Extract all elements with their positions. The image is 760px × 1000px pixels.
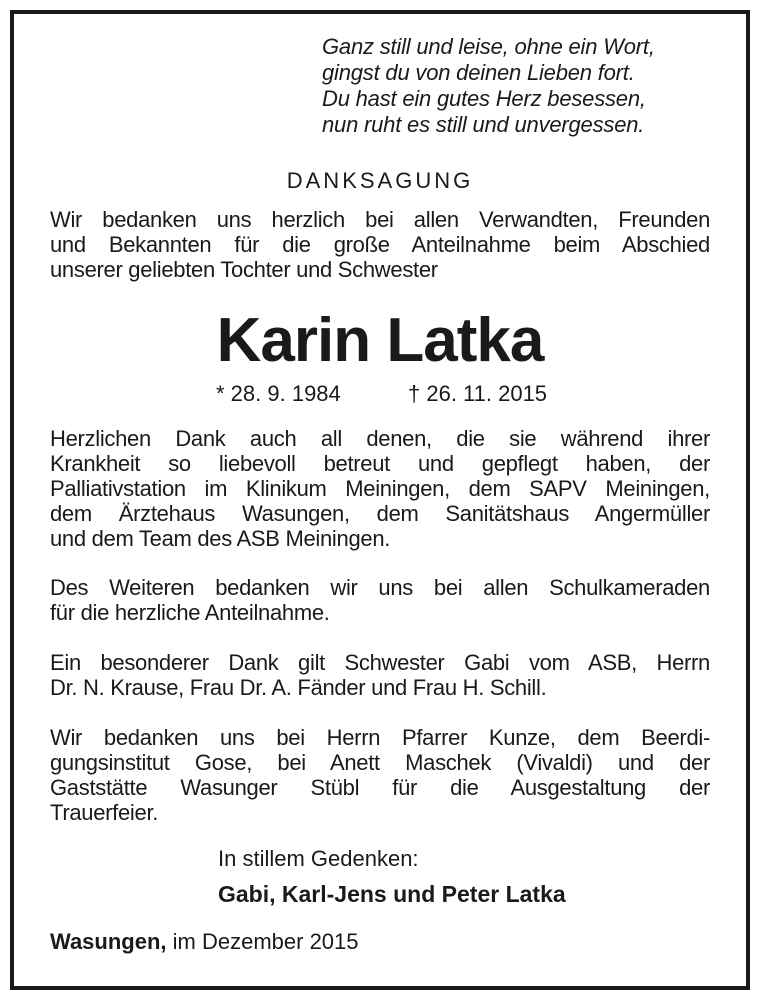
memorial-poem (322, 34, 655, 138)
thanks-paragraph-classmates (50, 575, 710, 625)
text-line: Dr. N. Krause, Frau Dr. A. Fänder und Frau H. Schill. (50, 675, 547, 700)
text-line: Wir bedanken uns herzlich bei allen Verwandten, Freunden (50, 207, 710, 232)
deceased-name: Karin Latka (216, 306, 544, 375)
place-date (50, 929, 359, 955)
poem-line: Du hast ein gutes Herz besessen, (322, 86, 646, 111)
text-line: gungsinstitut Gose, bei Anett Maschek (Vivaldi) und der (50, 750, 710, 775)
place-name: Wasungen, (50, 929, 167, 954)
text-line: und Bekannten für die große Anteilnahme beim Abschied (50, 232, 710, 257)
text-line: Herzlichen Dank auch all denen, die sie während ihrer (50, 426, 710, 451)
signoff-text: In stillem Gedenken: (218, 846, 419, 871)
text-line: Des Weiteren bedanken wir uns bei allen Schulkameraden (50, 575, 710, 600)
thanks-paragraph-care (50, 426, 710, 551)
text-line: dem Ärztehaus Wasungen, dem Sanitätshaus Angermüller (50, 501, 710, 526)
thanks-paragraph-special (50, 650, 710, 700)
text-line: für die herzliche Anteilnahme. (50, 600, 330, 625)
poem-line: gingst du von deinen Lieben fort. (322, 60, 635, 85)
birth-date: * 28. 9. 1984 (216, 381, 341, 406)
text-line: unserer geliebten Tochter und Schwester (50, 257, 438, 282)
intro-paragraph (50, 207, 710, 282)
poem-line: nun ruht es still und unvergessen. (322, 112, 645, 137)
text-line: Ein besonderer Dank gilt Schwester Gabi vom ASB, Herrn (50, 650, 710, 675)
text-line: Krankheit so liebevoll betreut und gepflegt haben, der (50, 451, 710, 476)
signers-names: Gabi, Karl-Jens und Peter Latka (218, 881, 566, 907)
text-line: und dem Team des ASB Meiningen. (50, 526, 391, 551)
text-line: Gaststätte Wasunger Stübl für die Ausgestaltung der (50, 775, 710, 800)
thanks-paragraph-funeral (50, 725, 710, 825)
text-line: Trauerfeier. (50, 800, 159, 825)
text-line: Wir bedanken uns bei Herrn Pfarrer Kunze, dem Beerdi- (50, 725, 710, 750)
poem-line: Ganz still und leise, ohne ein Wort, (322, 34, 655, 59)
notice-date: im Dezember 2015 (172, 929, 359, 954)
text-line: Palliativstation im Klinikum Meiningen, dem SAPV Meiningen, (50, 476, 710, 501)
death-date: † 26. 11. 2015 (408, 381, 548, 406)
notice-heading: DANKSAGUNG (286, 168, 474, 193)
